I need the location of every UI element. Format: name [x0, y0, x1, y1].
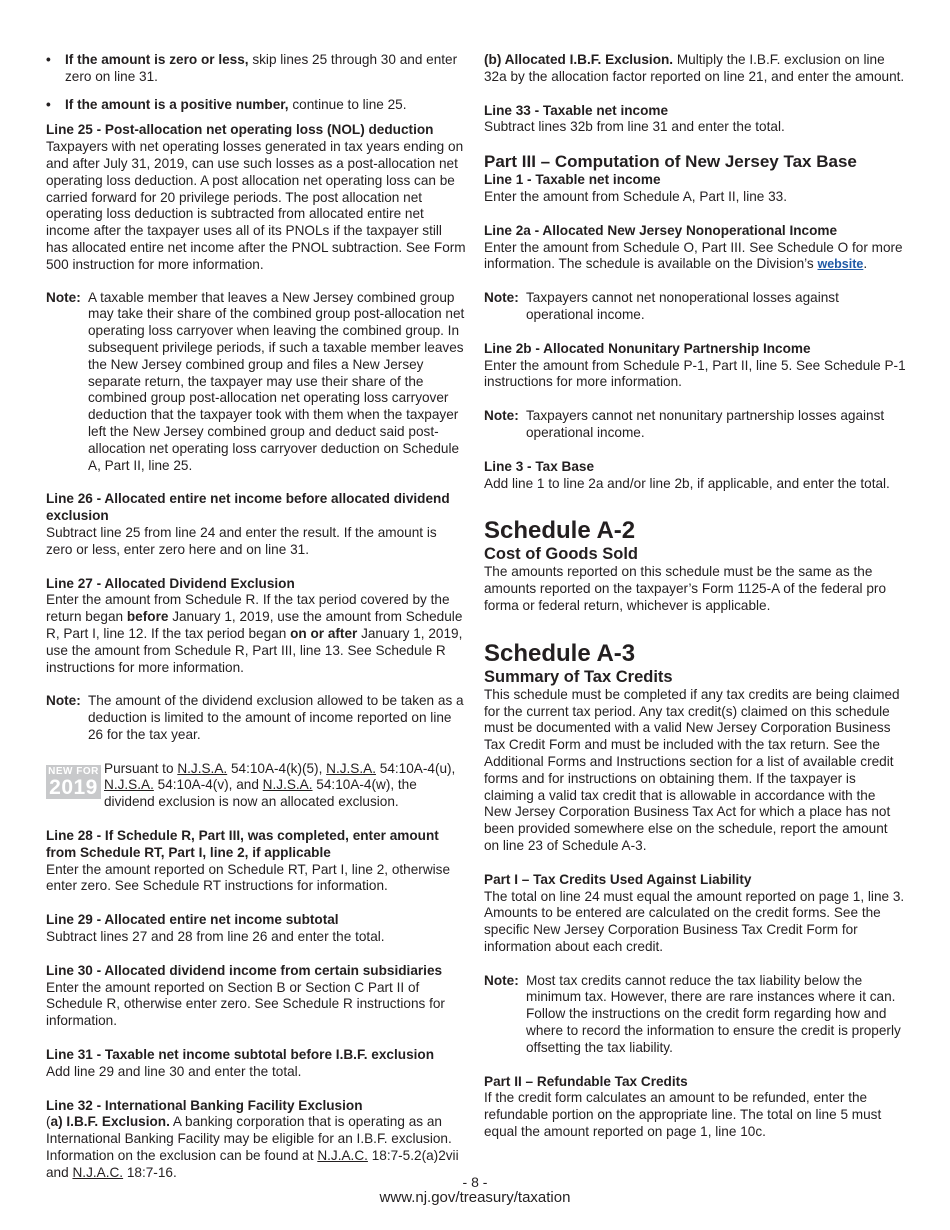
line-29-heading: Line 29 - Allocated entire net income subtotal	[46, 912, 339, 928]
note-label: Note:	[484, 972, 519, 988]
line-3-body: Add line 1 to line 2a and/or line 2b, if applicable, and enter the total.	[484, 475, 890, 491]
line-27-heading: Line 27 - Allocated Dividend Exclusion	[46, 575, 295, 591]
bullet-text: skip lines 25 through 30 and enter zero on line 31.	[65, 52, 458, 84]
line-26-section	[46, 491, 466, 558]
line-26-heading: Line 26 - Allocated entire net income before allocated dividend exclusion	[46, 491, 450, 524]
line-32-heading: Line 32 - International Banking Facility Exclusion	[46, 1097, 363, 1113]
part-ii-body: If the credit form calculates an amount to be refunded, enter the refundable portion on the appropriate line. The total on line 5 must equal the amount reported on page 1, line 10c.	[484, 1090, 882, 1140]
bullet-bold: If the amount is a positive number,	[65, 96, 289, 112]
schedule-a3-title: Schedule A-3	[484, 639, 636, 667]
line-30-heading: Line 30 - Allocated dividend income from certain subsidiaries	[46, 962, 443, 978]
line-33-body: Subtract lines 32b from line 31 and enter the total.	[484, 119, 785, 135]
part-iii-title: Part III – Computation of New Jersey Tax Base	[484, 152, 857, 172]
line-29-body: Subtract lines 27 and 28 from line 26 and enter the total.	[46, 929, 385, 945]
schedule-a2-body: The amounts reported on this schedule must be the same as the amounts reported on the taxpayer’s Form 1125-A of the federal pro forma or federal return, whichever is applicable.	[484, 564, 887, 613]
note-minimum-tax	[484, 973, 906, 1057]
line-31-heading: Line 31 - Taxable net income subtotal before I.B.F. exclusion	[46, 1047, 435, 1063]
footer-url: www.nj.gov/treasury/taxation	[379, 1189, 571, 1206]
schedule-a3-body: This schedule must be completed if any tax credits are being claimed for the current tax period. Any tax credit(s) claimed on this schedule must be documented with a valid New Jersey Corporation Business Tax Credit Form and must be included with the tax return. See the Additional Forms and Instructions section for a list of available credit forms and for instructions on obtaining them. If the taxpayer is claiming a valid tax credit that is allowable in accordance with the New Jersey Corporation Business Tax Act for which a place has not been provided somewhere else on the schedule, report the amount on line 23 of Schedule A-3.	[484, 686, 900, 853]
new-for-2019-text: Pursuant to N.J.S.A. 54:10A-4(k)(5), N.J.S.A. 54:10A-4(u), N.J.S.A. 54:10A-4(v), and N.J.S.A. 54:10A-4(w), the dividend exclusion is now an allocated exclusion.	[104, 760, 456, 810]
line-28-section	[46, 828, 466, 895]
line-31-body: Add line 29 and line 30 and enter the total.	[46, 1063, 302, 1079]
line-32b-body: (b) Allocated I.B.F. Exclusion. Multiply the I.B.F. exclusion on line 32a by the allocation factor reported on line 21, and enter the amount.	[484, 52, 905, 84]
line-28-heading: Line 28 - If Schedule R, Part III, was completed, enter amount from Schedule RT, Part I, line 2, if applicable	[46, 828, 439, 860]
note-text: A taxable member that leaves a New Jersey combined group may take their share of the combined group post-allocation net operating loss carryover when leaving the combined group. In subsequent privilege periods, if such a taxable member leaves the New Jersey combined group and files a New Jersey separate return, the taxpayer may use their share of the combined group post-allocation net operating loss carryover deduction that the taxpayer took with them when the taxpayer left the New Jersey combined group and deduct said post-allocation net operating loss carryover deduction on Schedule A, Part II, line 25.	[88, 289, 465, 473]
part-ii-section	[484, 1074, 906, 1141]
note-text: Taxpayers cannot net nonoperational losses against operational income.	[526, 290, 839, 322]
line-27-section	[46, 576, 466, 677]
line-25-section	[46, 122, 466, 273]
bullet-positive-number	[46, 97, 466, 114]
line-33-section	[484, 103, 906, 137]
schedule-a2-section	[484, 518, 906, 614]
line-3-heading: Line 3 - Tax Base	[484, 458, 595, 474]
schedule-a3-section	[484, 641, 906, 855]
note-label: Note:	[46, 289, 81, 305]
note-label: Note:	[46, 693, 81, 709]
line-31-section	[46, 1047, 466, 1081]
note-text: Taxpayers cannot net nonunitary partnership losses against operational income.	[526, 408, 885, 440]
right-column	[484, 52, 906, 1158]
line-2b-body: Enter the amount from Schedule P-1, Part II, line 5. See Schedule P-1 instructions for more information.	[484, 357, 906, 390]
bullet-dot: •	[46, 96, 51, 112]
part-i-heading: Part I – Tax Credits Used Against Liability	[484, 871, 752, 887]
line-25-body: Taxpayers with net operating losses generated in tax years ending on and after July 31, 2019, can use such losses as a post-allocation net operating loss deduction. A post allocation net operating loss can be carried forward for 20 privilege periods. The post allocation net operating loss deduction is subtracted from allocated entire net income after the taxpayer uses all of its PNOLs if the taxpayer still has allocated entire net income after the PNOL subtraction. See Form 500 instruction for more information.	[46, 139, 466, 272]
line-32-body: (a) I.B.F. Exclusion. A banking corporation that is operating as an International Banking Facility may be eligible for an I.B.F. exclusion. Information on the exclusion can be found at N.J.A.C. 18:7-5.2(a)2vii and N.J.A.C. 18:7-16.	[46, 1114, 459, 1180]
bullet-text: continue to line 25.	[288, 96, 407, 112]
line-27-body: Enter the amount from Schedule R. If the tax period covered by the return began before January 1, 2019, use the amount from Schedule R, Part I, line 12. If the tax period began on or after January 1, 2019, use the amount from Schedule R, Part III, line 13. See Schedule R instructions for more information.	[46, 592, 463, 675]
note-dividend-exclusion	[46, 693, 466, 743]
bullet-dot: •	[46, 52, 51, 67]
left-column	[46, 52, 466, 1199]
line-30-body: Enter the amount reported on Section B or Section C Part II of Schedule R, otherwise enter zero. See Schedule R instructions for information.	[46, 979, 445, 1029]
line-3-section	[484, 459, 906, 493]
line-32-section	[46, 1098, 466, 1182]
line-26-body: Subtract line 25 from line 24 and enter the result. If the amount is zero or less, enter zero here and on line 31.	[46, 524, 437, 557]
part-ii-heading: Part II – Refundable Tax Credits	[484, 1073, 688, 1089]
website-link[interactable]: website	[817, 257, 864, 272]
note-label: Note:	[484, 290, 519, 306]
page-number: - 8 -	[462, 1174, 488, 1190]
part-iii-line-1-body: Enter the amount from Schedule A, Part II, line 33.	[484, 188, 788, 204]
line-28-body: Enter the amount reported on Schedule RT, Part I, line 2, otherwise enter zero. See Schedule RT instructions for information.	[46, 861, 451, 894]
note-label: Note:	[484, 408, 519, 424]
line-33-heading: Line 33 - Taxable net income	[484, 102, 669, 118]
schedule-a2-title: Schedule A-2	[484, 517, 636, 545]
part-i-section	[484, 872, 906, 956]
note-combined-group	[46, 290, 466, 475]
new-for-2019-callout	[46, 761, 466, 811]
note-text: The amount of the dividend exclusion allowed to be taken as a deduction is limited to the amount of income reported on line 26 for the tax year.	[88, 693, 464, 742]
note-nonunitary	[484, 408, 906, 442]
line-29-section	[46, 912, 466, 946]
line-2a-section	[484, 223, 906, 273]
line-25-heading: Line 25 - Post-allocation net operating loss (NOL) deduction	[46, 122, 434, 138]
line-2a-body: Enter the amount from Schedule O, Part III. See Schedule O for more information. The schedule is available on the Division’s website.	[484, 239, 903, 272]
bullet-zero-or-less	[46, 52, 466, 86]
part-iii-section	[484, 152, 906, 206]
line-2b-section	[484, 341, 906, 391]
schedule-a3-subtitle: Summary of Tax Credits	[484, 667, 673, 686]
line-2a-heading: Line 2a - Allocated New Jersey Nonoperational Income	[484, 222, 838, 238]
part-iii-line-1-heading: Line 1 - Taxable net income	[484, 172, 661, 188]
line-2b-heading: Line 2b - Allocated Nonunitary Partnership Income	[484, 340, 811, 356]
badge-year: 2019	[49, 775, 98, 799]
note-text: Most tax credits cannot reduce the tax liability below the minimum tax. However, there are rare instances where it can. Follow the instructions on the credit form regarding how and where to record the information to ensure the credit is properly offsetting the tax liability.	[526, 972, 901, 1055]
note-nonoperational	[484, 290, 906, 324]
line-32b-section	[484, 52, 906, 86]
schedule-a2-subtitle: Cost of Goods Sold	[484, 545, 638, 564]
bullet-bold: If the amount is zero or less,	[65, 52, 249, 67]
part-i-body: The total on line 24 must equal the amount reported on page 1, line 3. Amounts to be entered are calculated on the credit forms. See the specific New Jersey Corporation Business Tax Credit Form for information about each credit.	[484, 888, 905, 954]
line-30-section	[46, 963, 466, 1030]
badge-label: NEW FOR	[48, 765, 99, 777]
new-for-2019-badge	[46, 765, 101, 799]
